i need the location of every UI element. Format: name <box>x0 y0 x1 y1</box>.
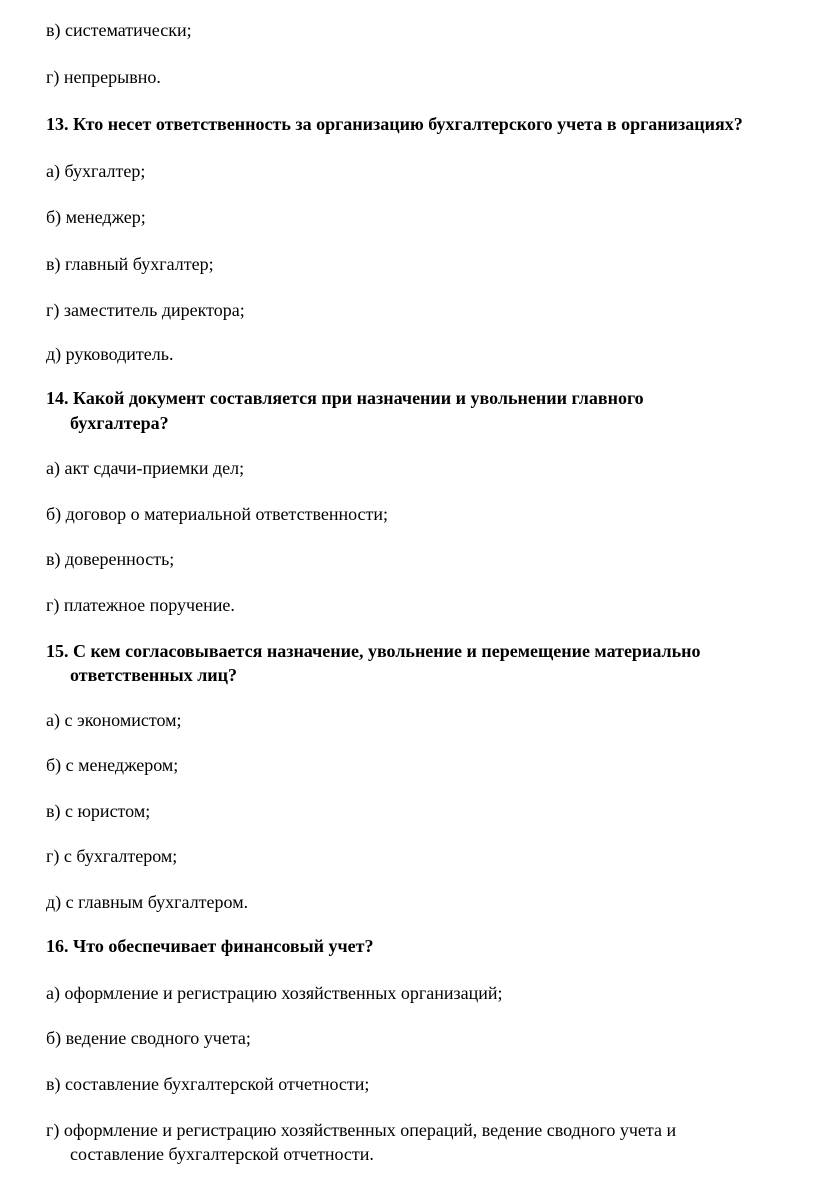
answer-line: а) бухгалтер; <box>46 161 146 181</box>
answer-line: в) составление бухгалтерской отчетности; <box>46 1074 370 1094</box>
answer-line: б) менеджер; <box>46 207 146 227</box>
answer-line: а) оформление и регистрацию хозяйственных организаций; <box>46 983 503 1003</box>
question-14-text: 14. Какой документ составляется при назначении и увольнении главного <box>46 388 644 408</box>
answer-line: д) с главным бухгалтером. <box>46 892 249 912</box>
question-14-text-continued: бухгалтера? <box>70 413 169 433</box>
answer-line: б) договор о материальной ответственности; <box>46 504 389 524</box>
answer-line: г) с бухгалтером; <box>46 846 178 866</box>
answer-line: а) акт сдачи-приемки дел; <box>46 458 245 478</box>
question-15-text-continued: ответственных лиц? <box>70 665 238 685</box>
answer-line: в) с юристом; <box>46 801 151 821</box>
answer-line: д) руководитель. <box>46 344 174 364</box>
question-16-text: 16. Что обеспечивает финансовый учет? <box>46 936 374 956</box>
answer-line: г) платежное поручение. <box>46 595 235 615</box>
question-15-text: 15. С кем согласовывается назначение, увольнение и перемещение материально <box>46 641 701 661</box>
answer-line: а) с экономистом; <box>46 710 182 730</box>
answer-line: г) непрерывно. <box>46 67 161 87</box>
answer-line: б) ведение сводного учета; <box>46 1028 251 1048</box>
answer-line: б) с менеджером; <box>46 755 179 775</box>
answer-line: в) доверенность; <box>46 549 175 569</box>
answer-line: г) оформление и регистрацию хозяйственных операций, ведение сводного учета и <box>46 1120 677 1140</box>
answer-line: в) главный бухгалтер; <box>46 254 214 274</box>
answer-line: г) заместитель директора; <box>46 300 245 320</box>
question-13-text: 13. Кто несет ответственность за организацию бухгалтерского учета в организациях? <box>46 114 743 134</box>
answer-line: в) систематически; <box>46 20 192 40</box>
answer-line-continued: составление бухгалтерской отчетности. <box>70 1144 374 1164</box>
